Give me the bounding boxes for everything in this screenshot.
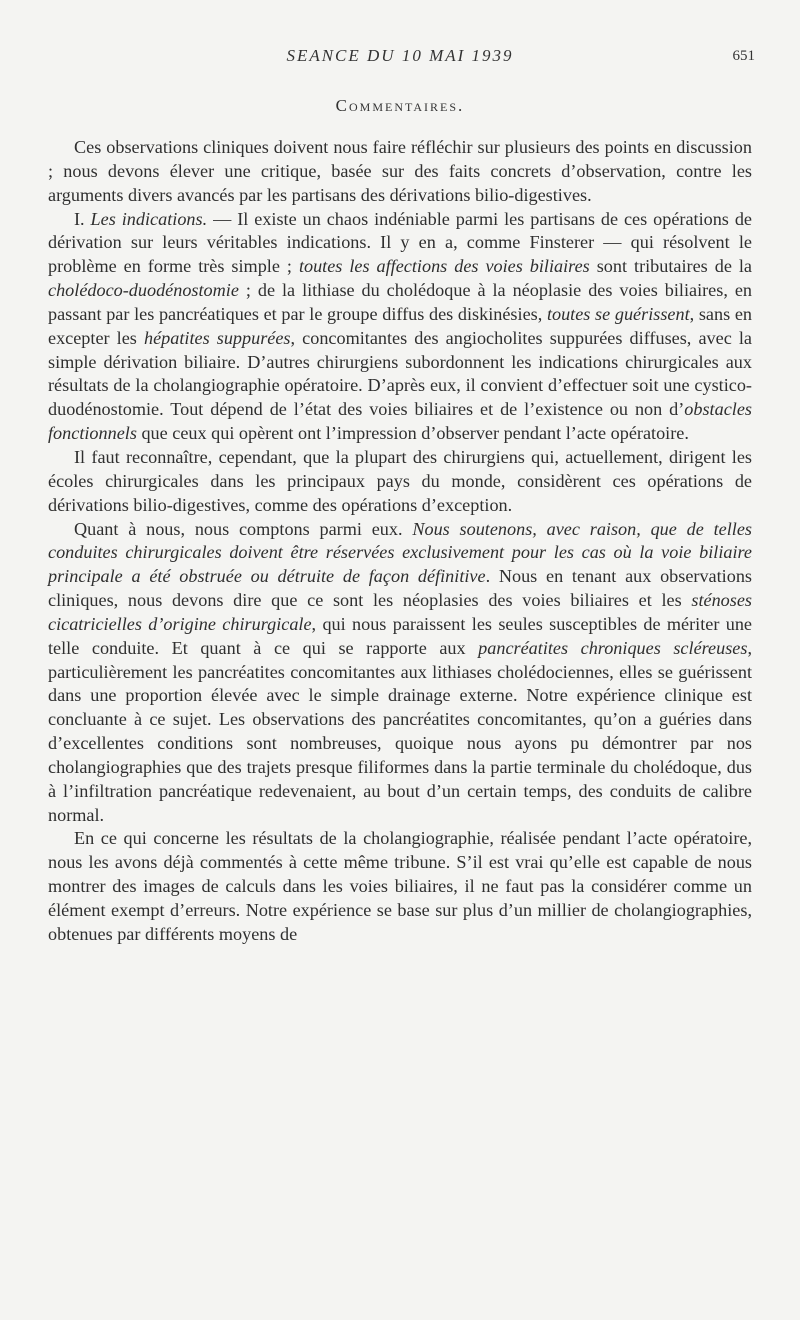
body-text	[48, 136, 752, 947]
paragraph	[48, 208, 752, 446]
italic-text: hépatites suppurées	[144, 327, 291, 348]
italic-text: obstacles fonctionnels	[48, 399, 752, 444]
text-run: I.	[74, 208, 91, 229]
text-run: Ces observations cliniques doivent nous faire réfléchir sur plusieurs des points en discussion ; nous devons élever une critique, basée sur des faits concrets d’observation, contre les arguments divers avancés par les partisans des dérivations bilio-digestives.	[48, 137, 752, 205]
text-run: , sans en excepter les	[48, 303, 752, 348]
running-title: SEANCE DU 10 MAI 1939	[286, 46, 514, 65]
paragraph	[48, 446, 752, 518]
italic-text: sténoses cicatricielles d’origine chirurgicale	[48, 590, 752, 634]
italic-text: toutes les affections des voies biliaires	[298, 256, 590, 277]
text-run: Il faut reconnaître, cependant, que la plupart des chirurgiens qui, actuellement, dirigent les écoles chirurgicales dans les principaux pays du monde, considèrent ces opérations de dérivations bilio-digestives, comme des opérations d’exception.	[48, 446, 752, 515]
section-title: Commentaires.	[335, 96, 465, 115]
italic-text: cholédoco-duodénostomie	[48, 280, 239, 301]
italic-text: Nous soutenons, avec raison, que de telles conduites chirurgicales doivent être réservées exclusivement pour les cas où la voie biliaire principale a été obstruée ou détruite de façon définitive	[48, 518, 752, 587]
text-run: , concomitantes des angiocholites suppurées diffuses, avec la simple dérivation biliaire. D’autres chirurgiens subordonnent les indications chirurgicales aux résultats de la cholangiographie opératoire. D’après eux, il convient d’effectuer soit une cystico-duodénostomie. Tout dépend de l’état des voies biliaires et de l’existence ou non d’	[48, 327, 752, 420]
italic-text: pancréatites chroniques scléreuses	[478, 637, 748, 658]
text-run: En ce qui concerne les résultats de la cholangiographie, réalisée pendant l’acte opératoire, nous les avons déjà commentés à cette même tribune. S’il est vrai qu’elle est capable de nous montrer des images de calculs dans les voies biliaires, il ne faut pas la considérer comme un élément exempt d’erreurs. Notre expérience se base sur plus d’un millier de cholangiographies, obtenues par différents moyens de	[48, 828, 752, 944]
text-run: , particulièrement les pancréatites concomitantes aux lithiases cholédociennes, elles se guérissent dans une proportion élevée avec le simple drainage externe. Notre expérience clinique est concluante à ce sujet. Les observations des pancréatites concomitantes, qu’on a guéries dans d’excellentes conditions sont nombreuses, quoique nous ayons pu démontrer par nos cholangiographies que des trajets presque filiformes dans la partie terminale du cholédoque, dus à l’infiltration pancréatique redevenaient, au bout d’un certain temps, des conduits de calibre normal.	[48, 637, 752, 825]
text-run: , qui nous paraissent les seules susceptibles de mériter une telle conduite. Et quant à ce qui se rapporte aux	[48, 613, 752, 658]
page-number: 651	[732, 48, 755, 64]
running-header	[0, 46, 800, 68]
text-run: Quant à nous, nous comptons parmi eux.	[74, 518, 413, 539]
italic-text: Les indications.	[90, 208, 208, 229]
text-run: . Nous en tenant aux observations cliniques, nous devons dire que ce sont les néoplasies des voies biliaires et les	[48, 566, 752, 611]
paragraph	[48, 518, 752, 828]
text-run: que ceux qui opèrent ont l’impression d’observer pendant l’acte opératoire.	[136, 423, 689, 444]
text-run: sont tributaires de la	[589, 256, 752, 277]
italic-text: toutes se guérissent	[546, 303, 690, 324]
paragraph	[48, 827, 752, 946]
text-run: ; de la lithiase du cholédoque à la néoplasie des voies biliaires, en passant par les pancréatiques et par le groupe diffus des diskinésies,	[48, 280, 752, 324]
text-run: — Il existe un chaos indéniable parmi les partisans de ces opérations de dérivation sur leurs véritables indications. Il y en a, comme Finsterer — qui résolvent le problème en forme très simple ;	[48, 208, 752, 277]
paragraph	[48, 136, 752, 208]
